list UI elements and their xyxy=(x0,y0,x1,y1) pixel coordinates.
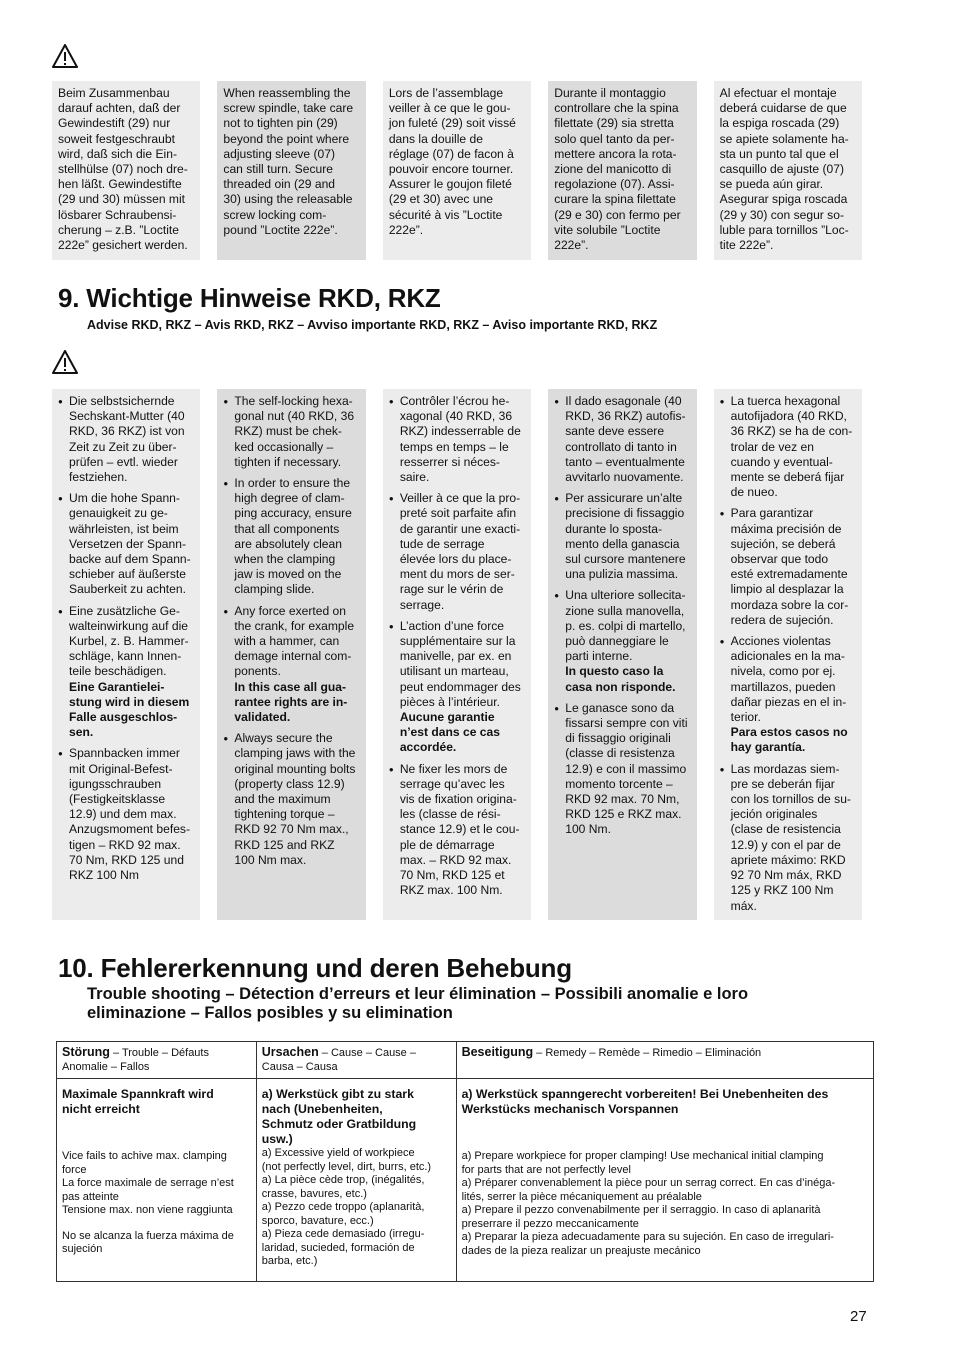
hints-fr xyxy=(383,389,531,920)
header-remedy: Beseitigung – Remedy – Remède – Rimedio – Eliminación xyxy=(456,1042,873,1079)
hints-de xyxy=(52,389,200,920)
list-item: ● Contrôler l’écrou he- xagonal (40 RKD, 36 RKZ) indesserrable de temps en temps – le resserrer si néces- saire. xyxy=(389,394,525,485)
subtitle-line: eliminazione – Fallos posibles y su elimination xyxy=(87,1004,453,1022)
note-it xyxy=(548,81,696,260)
page-number: 27 xyxy=(850,1308,867,1325)
list-item: ● Die selbstsichernde Sechskant-Mutter (40 RKD, 36 RKZ) ist von Zeit zu Zeit zu über- prüfen – evtl. wieder festziehen. xyxy=(58,394,194,485)
list-item: ● La tuerca hexagonal autofijadora (40 RKD, 36 RKZ) se ha de con- trolar de vez en cuando y eventual- mente se deberá fijar de nueo. xyxy=(720,394,856,500)
cause-cell: a) Werkstück gibt zu stark nach (Unebenheiten, Schmutz oder Gratbildung usw.) a) Excessive yield of workpiece (not perfectly level, dirt, burrs, etc.) a) La pièce cède trop, (inégalités, crasse, bavures, etc.) a) Pezzo cede troppo (aplanarità, sporco, bavature, ecc.) a) Pieza cede demasiado (irregu- laridad, sucieded, formación de barba, etc.) xyxy=(256,1079,456,1282)
bullet-list xyxy=(389,394,525,899)
bullet-list xyxy=(58,394,194,883)
list-item: ● The self-locking hexa- gonal nut (40 RKD, 36 RKZ) must be chek- ked occasionally – tighten if necessary. xyxy=(223,394,359,470)
hints-es xyxy=(714,389,862,920)
list-item: ● Always secure the clamping jaws with the original mounting bolts (property class 12.9) and the maximum tightening torque – RKD 92 70 Nm max., RKD 125 and RKZ 100 Nm max. xyxy=(223,731,359,868)
list-item: ● Veiller à ce que la pro- preté soit parfaite afin de garantir une exacti- tude de serrage élevée lors du place- ment du mors de ser- rage sur le vérin de serrage. xyxy=(389,491,525,613)
note-fr xyxy=(383,81,531,260)
note-text: When reassembling the screw spindle, take care not to tighten pin (29) beyond the point where adjusting sleeve (07) can still turn. Secure threaded oin (29 and 30) using the releasable screw locking com- pound ”Loctite 222e”. xyxy=(223,86,354,237)
header-cause: Ursachen – Cause – Cause – Causa – Causa xyxy=(256,1042,456,1079)
list-item: ● Una ulteriore sollecita- zione sulla manovella, p. es. colpi di martello, può danneggiare le parti interne. In questo caso la casa non risponde. xyxy=(554,588,690,694)
note-text: Durante il montaggio controllare che la spina filettate (29) sia stretta solo quel tanto da per- mettere ancora la rota- zione del manicotto di regolazione (07). Assi- curare la spina filettate (29 e 30) con fermo per vite solubile ”Loctite 222e”. xyxy=(554,86,681,253)
subtitle-line: Trouble shooting – Détection d’erreurs et leur élimination – Possibili anomalie e loro xyxy=(87,985,749,1003)
section-9-subtitle: Advise RKD, RKZ – Avis RKD, RKZ – Avviso importante RKD, RKZ – Aviso importante RKD, RKZ xyxy=(87,318,658,332)
assembly-notes-row xyxy=(52,81,862,260)
bullet-list xyxy=(720,394,856,914)
fault-cell: Maximale Spannkraft wird nicht erreicht Vice fails to achive max. clamping force La force maximale de serrage n’est pas atteinte Tensione max. non viene raggiunta No se alcanza la fuerza máxima de sujeción xyxy=(57,1079,257,1282)
warning-triangle-icon xyxy=(52,350,78,374)
list-item: ● Le ganasce sono da fissarsi sempre con viti di fissaggio originali (classe di resistenza 12.9) e con il massimo momento torcente – RKD 92 max. 70 Nm, RKD 125 e RKZ max. 100 Nm. xyxy=(554,701,690,838)
list-item: ● L’action d’une force supplémentaire sur la manivelle, par ex. en utilisant un marteau, peut endommager des pièces à l’intérieur. Aucune garantie n’est dans ce cas accordée. xyxy=(389,619,525,756)
section-9-title: 9. Wichtige Hinweise RKD, RKZ xyxy=(58,283,441,313)
list-item: ● Any force exerted on the crank, for example with a hammer, can demage internal com- ponents. In this case all gua- rantee rights are in- validated. xyxy=(223,604,359,726)
note-de xyxy=(52,81,200,260)
list-item: ● Eine zusätzliche Ge- walteinwirkung auf die Kurbel, z. B. Hammer- schläge, kann Innen- teile beschädigen. Eine Garantielei- stung wird in diesem Falle ausgeschlos- sen. xyxy=(58,604,194,741)
table-header-row xyxy=(57,1042,874,1079)
list-item: ● Spannbacken immer mit Original-Befest- igungsschrauben (Festigkeitsklasse 12.9) und dem max. Anzugsmoment befes- tigen – RKD 92 max. 70 Nm, RKD 125 und RKZ 100 Nm xyxy=(58,746,194,883)
note-en xyxy=(217,81,365,260)
hints-it xyxy=(548,389,696,920)
list-item: ● Las mordazas siem- pre se deberán fijar con los tornillos de su- jeción originales (clase de resistencia 12.9) y con el par de apriete máximo: RKD 92 70 Nm máx, RKD 125 y RKZ 100 Nm máx. xyxy=(720,762,856,914)
table-row xyxy=(57,1079,874,1282)
list-item: ● Per assicurare un’alte precisione di fissaggio durante lo sposta- mento della ganascia sul cursore mantenere una pulizia massima. xyxy=(554,491,690,582)
note-es xyxy=(714,81,862,260)
note-text: Beim Zusammenbau darauf achten, daß der Gewindestift (29) nur soweit festgeschraubt wird, daß sich die Ein- stellhülse (07) noch dre- hen läßt. Gewindestifte (29 und 30) müssen mit lösbarer Schraubensi- cherung – z.B. ”Loctite 222e” gesichert werden. xyxy=(58,86,188,253)
list-item: ● Um die hohe Spann- genauigkeit zu ge- währleisten, ist beim Versetzen der Spann- backe auf dem Spann- schieber auf äußerste Sauberkeit zu achten. xyxy=(58,491,194,597)
list-item: ● Ne fixer les mors de serrage qu’avec les vis de fixation origina- les (classe de rési- stance 12.9) et le cou- ple de démarrage max. – RKD 92 max. 70 Nm, RKD 125 et RKZ max. 100 Nm. xyxy=(389,762,525,899)
bullet-list xyxy=(223,394,359,868)
bullet-list xyxy=(554,394,690,838)
note-text: Al efectuar el montaje deberá cuidarse de que la espiga roscada (29) se apiete solamente ha- sta un punto tal que el casquillo de ajuste (07) se pueda aún girar. Asegurar spiga roscada (29 y 30) con segur so- luble para tornillos ”Loc- tite 222e”. xyxy=(719,86,849,253)
important-notes-row xyxy=(52,389,862,920)
remedy-cell: a) Werkstück spanngerecht vorbereiten! Bei Unebenheiten des Werkstücks mechanisch Vorspannen a) Prepare workpiece for proper clamping! Use mechanical initial clamping for parts that are not perfectly level a) Préparer convenablement la pièce pour un serrag correct. En cas d’inéga- lités, serrer la pièce mécaniquement au préalable a) Prepare il pezzo convenabilmente per il serraggio. In caso di aplanarità preserrare il pezzo meccanicamente a) Preparar la pieza adecuadamente para su sujeción. En caso de irregulari- dades de la pieza realizar un preajuste mecánico xyxy=(456,1079,873,1282)
section-10-title: 10. Fehlererkennung und deren Behebung xyxy=(58,953,572,983)
note-text: Lors de l’assemblage veiller à ce que le gou- jon fuleté (29) soit vissé dans la douille de réglage (07) de facon à pouvoir encore tourner. Assurer le goujon fileté (29 et 30) avec une sécurité à vis ”Loctite 222e”. xyxy=(388,86,516,237)
section-10-subtitle xyxy=(87,985,748,1023)
list-item: ● Acciones violentas adicionales en la ma- nivela, como por ej. martillazos, pueden dañar piezas en el in- terior. Para estos casos no hay garantía. xyxy=(720,634,856,756)
list-item: ● Il dado esagonale (40 RKD, 36 RKZ) autofis- sante deve essere controllato di tanto in tanto – eventualmente avvitarlo nuovamente. xyxy=(554,394,690,485)
header-fault: Störung – Trouble – Défauts Anomalie – Fallos xyxy=(57,1042,257,1079)
hints-en xyxy=(217,389,365,920)
list-item: ● In order to ensure the high degree of clam- ping accuracy, ensure that all components are absolutely clean when the clamping jaw is moved on the clamping slide. xyxy=(223,476,359,598)
troubleshooting-table xyxy=(56,1041,874,1282)
list-item: ● Para garantizar máxima precisión de sujeción, se deberá observar que todo esté extremadamente limpio al desplazar la mordaza sobre la cor- redera de sujeción. xyxy=(720,506,856,628)
warning-triangle-icon xyxy=(52,44,78,68)
